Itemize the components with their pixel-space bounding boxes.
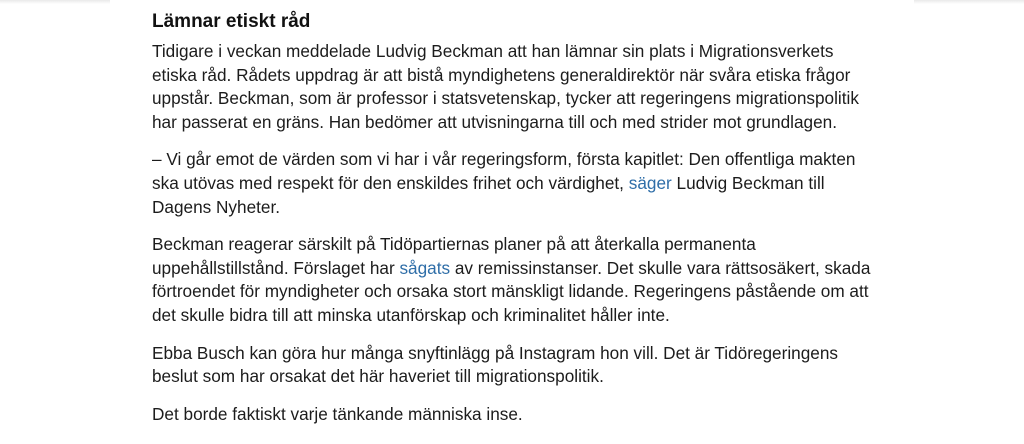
top-left-shadow [0,0,110,4]
paragraph-2-text-before: – Vi går emot de värden som vi har i vår regeringsform, första kapitlet: Den offentliga makten ska utövas med respekt för den enskildes frihet och värdighet, [152,149,856,193]
sagats-link[interactable]: sågats [399,257,451,278]
paragraph-5: Det borde faktiskt varje tänkande människa inse. [152,403,523,424]
sager-link[interactable]: säger [628,172,672,193]
paragraph-1: Tidigare i veckan meddelade Ludvig Beckman att han lämnar sin plats i Migrationsverkets etiska råd. Rådets uppdrag är att bistå myndighetens generaldirektör när svåra etiska frågor uppstår. Beckman, som är professor i statsvetenskap, tycker att regeringens migrationspolitik har passerat en gräns. Han bedömer att utvisningarna till och med strider mot grundlagen. [152,41,859,132]
section-heading: Lämnar etiskt råd [152,11,311,32]
paragraph-2-text-after: Ludvig Beckman till Dagens Nyheter. [152,172,825,217]
paragraph-3 [152,233,874,327]
paragraph-2 [152,148,874,219]
paragraph-4: Ebba Busch kan göra hur många snyftinlägg på Instagram hon vill. Det är Tidöregeringens beslut som har orsakat det här haveriet till migrationspolitik. [152,342,838,387]
paragraph-3-text-after: av remissinstanser. Det skulle vara rättsosäkert, skada förtroendet för myndigheter och orsaka stort mänskligt lidande. Regeringens påstående om att det skulle bidra till att minska utanförskap och kriminalitet håller inte. [152,257,871,325]
paragraph-3-text-before: Beckman reagerar särskilt på Tidöpartiernas planer på att återkalla permanenta uppehållstillstånd. Förslaget har [152,234,756,278]
article-body [152,10,874,440]
top-right-shadow [914,0,1024,4]
